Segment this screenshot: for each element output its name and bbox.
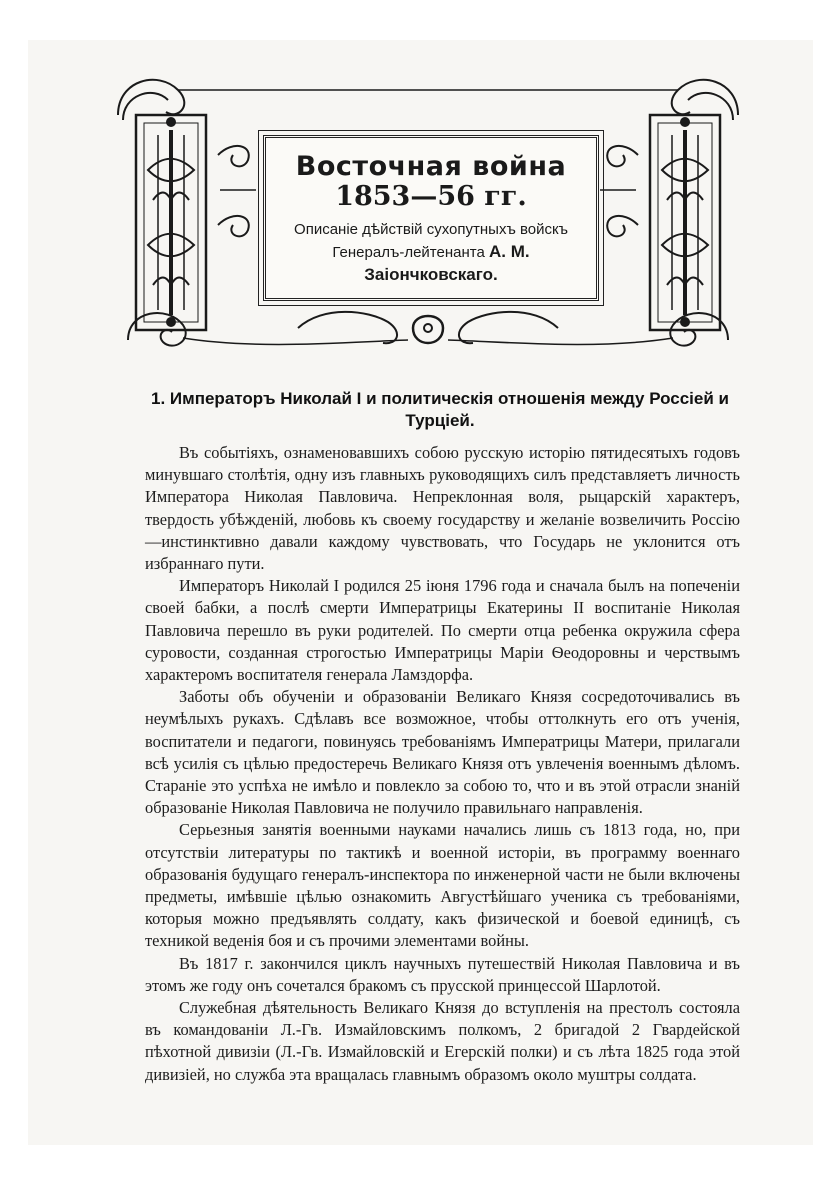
book-years: 1853—56 гг. bbox=[335, 181, 527, 212]
title-cartouche bbox=[108, 60, 748, 360]
title-box bbox=[263, 135, 599, 301]
paragraph: Заботы объ обученіи и образованіи Великаго Князя сосредоточивались въ неумѣлыхъ рукахъ. Сдѣлавъ все возможное, чтобы оттолкнуть его отъ ученія, воспитатели и педагоги, повинуясь требованіямъ Императрицы Матери, прилагали всѣ усилія съ цѣлью предостеречь Великаго Князя отъ увлеченія военнымъ дѣломъ. Стараніе это успѣха не имѣло и повлекло за собою то, что и въ этой отрасли знаній образованіе Николая Павловича не получило правильнаго направленія. bbox=[145, 687, 740, 818]
book-author bbox=[266, 241, 596, 287]
author-prefix: Генералъ-лейтенанта bbox=[332, 244, 485, 261]
author-name: А. М. Заіончковскаго. bbox=[364, 242, 530, 284]
paragraph: Серьезныя занятія военными науками начались лишь съ 1813 года, но, при отсутствіи литературы по тактикѣ и военной исторіи, въ программу военнаго образованія будущаго генералъ-инспектора по инженерной части не были включены предметы, имѣвшіе цѣлью ознакомить Августѣйшаго ученика съ требованіями, которыя можно предъявлять солдату, какъ физической и боевой единицѣ, съ техникой веденія боя и съ прочими элементами войны. bbox=[145, 820, 740, 951]
book-title: Восточная война bbox=[295, 151, 567, 182]
book-subtitle: Описаніе дѣйствій сухопутныхъ войскъ bbox=[294, 221, 568, 238]
paragraph: Въ событіяхъ, ознаменовавшихъ собою русскую исторію пятидесятыхъ годовъ минувшаго столѣтія, одну изъ главныхъ руководящихъ силъ представляетъ личность Императора Николая Павловича. Непреклонная воля, рыцарскій характеръ, твердость убѣжденій, любовь къ своему государству и желаніе возвеличить Россію—инстинктивно давали каждому чувствовать, что Государь не уклонится отъ избраннаго пути. bbox=[145, 443, 740, 574]
paragraph: Въ 1817 г. закончился циклъ научныхъ путешествій Николая Павловича и въ этомъ же году онъ сочетался бракомъ съ прусской принцессой Шарлотой. bbox=[145, 953, 740, 995]
paragraph: Служебная дѣятельность Великаго Князя до вступленія на престолъ состояла въ командованіи Л.-Гв. Измайловскимъ полкомъ, 2 бригадой 2 Гвардейской пѣхотной дивизіи (Л.-Гв. Измайловскій и Егерскій полки) и съ лѣта 1825 года этой дивизіей, но служба эта вращалась главнымъ образомъ около муштры солдата. bbox=[145, 998, 740, 1084]
body-text bbox=[145, 442, 740, 1086]
section-heading: 1. Императоръ Николай I и политическія отношенія между Россіей и Турціей. bbox=[151, 389, 729, 430]
paragraph: Императоръ Николай I родился 25 іюня 1796 года и сначала былъ на попеченіи своей бабки, а послѣ смерти Императрицы Екатерины II воспитаніе Николая Павловича перешло въ руки родителей. По смерти отца ребенка окружила сфера суровости, созданная строгостью Императрицы Маріи Ѳеодоровны и черствымъ характеромъ воспитателя генерала Ламздорфа. bbox=[145, 576, 740, 685]
